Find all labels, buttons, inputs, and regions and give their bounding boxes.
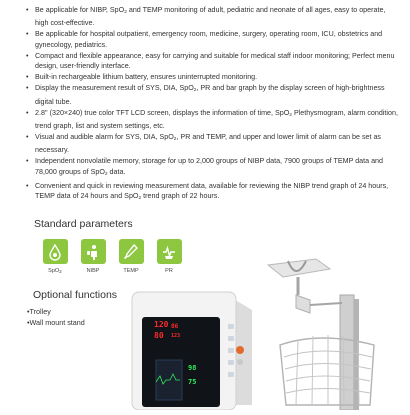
- screen-n2: 123: [171, 333, 181, 339]
- feature-text: Convenient and quick in reviewing measurement data, available for reviewing the NIBP trend graph of 24 hours, TEMP data of 24 hours and SpO: [35, 181, 389, 201]
- feature-text: Visual and audible alarm for SYS, DIA, SpO: [35, 133, 174, 142]
- optional-list: [27, 306, 85, 328]
- feature-text: 2.8'' (320×240) true color TFT LCD screen, displays the information of time, SpO: [35, 108, 290, 117]
- param-spo2: [36, 239, 74, 275]
- feature-item: [26, 83, 398, 107]
- screen-dia: 80: [154, 331, 164, 340]
- spo2-drop-icon: [43, 239, 68, 264]
- bullet-dot: •: [26, 84, 29, 93]
- feature-text: Display the measurement result of SYS, DIA, SpO: [35, 84, 194, 93]
- feature-text: Compact and flexible appearance, easy for carrying and suitable for medical staff indoor monitoring; Perfect menu design, user-friendly interface.: [35, 51, 395, 71]
- bullet-dot: •: [26, 6, 29, 14]
- feature-text: , PR and bar graph by the display screen of high-brightness digital tube.: [35, 84, 385, 106]
- feature-text: Be applicable for NIBP, SpO: [35, 6, 125, 14]
- subscript: 2: [289, 112, 292, 118]
- param-label: NIBP: [86, 268, 100, 274]
- feature-item: [26, 29, 398, 50]
- bullet-dot: •: [26, 51, 29, 60]
- feature-text: Built-in rechargeable lithium battery, ensures uninterrupted monitoring.: [35, 73, 258, 82]
- subscript: 2: [138, 196, 142, 202]
- optional-functions-title: Optional functions: [33, 289, 118, 301]
- feature-text: Independent nonvolatile memory, storage for up to 2,000 groups of NIBP data, 7900 groups of TEMP data and 78,000 groups of SpO: [35, 157, 384, 176]
- screen-n1: 86: [171, 323, 179, 330]
- feature-text: data.: [107, 167, 126, 176]
- pulse-hand-icon: [157, 239, 182, 264]
- param-label: PR: [165, 268, 173, 274]
- feature-item: [26, 181, 398, 205]
- bullet-dot: •: [26, 157, 29, 166]
- feature-text: Be applicable for hospital outpatient, emergency room, medicine, surgery, operating room, ICU, obstetrics and gynecology, pediatrics.: [35, 30, 383, 49]
- bullet-dot: •: [26, 133, 29, 142]
- feature-list: [26, 5, 398, 205]
- feature-text: Plethysmogram, alarm condition, trend graph, list and system settings, etc.: [35, 108, 398, 131]
- bullet-dot: •: [26, 30, 29, 39]
- subscript: 2: [124, 10, 127, 15]
- feature-text: , PR and TEMP, and upper and lower limit of alarm can be set as necessary.: [35, 133, 382, 155]
- optional-item-wall-mount: •Wall mount stand: [27, 318, 85, 327]
- feature-item: [26, 72, 398, 82]
- param-label: SpO2: [48, 268, 62, 275]
- subscript: 2: [193, 88, 197, 94]
- param-temp: [112, 239, 150, 275]
- bullet-dot: •: [26, 181, 29, 190]
- nibp-person-icon: [81, 239, 106, 264]
- screen-pr: 75: [188, 378, 197, 386]
- bullet-dot: •: [26, 108, 29, 117]
- subscript: 2: [173, 137, 177, 143]
- param-pr: [150, 239, 188, 275]
- thermometer-icon: [119, 239, 144, 264]
- feature-text: trend graph of 22 hours.: [141, 192, 220, 201]
- feature-text: and TEMP monitoring of adult, pediatric and neonate of all ages, easy to operate, high cost-effective.: [35, 6, 386, 28]
- bullet-dot: •: [26, 73, 29, 82]
- trolley-image: [258, 255, 408, 415]
- feature-item: [26, 108, 398, 132]
- parameter-icons: [36, 239, 188, 275]
- standard-parameters-title: Standard parameters: [34, 218, 133, 230]
- feature-item: [26, 51, 398, 72]
- screen-spo2: 98: [188, 364, 197, 372]
- screen-sys: 120: [154, 320, 169, 329]
- param-nibp: [74, 239, 112, 275]
- patient-monitor-image: [128, 290, 256, 415]
- param-label: TEMP: [123, 268, 139, 274]
- feature-item: [26, 5, 398, 29]
- feature-item: [26, 156, 398, 180]
- optional-item-trolley: •Trolley: [27, 307, 51, 316]
- feature-item: [26, 132, 398, 156]
- subscript: 2: [104, 171, 108, 177]
